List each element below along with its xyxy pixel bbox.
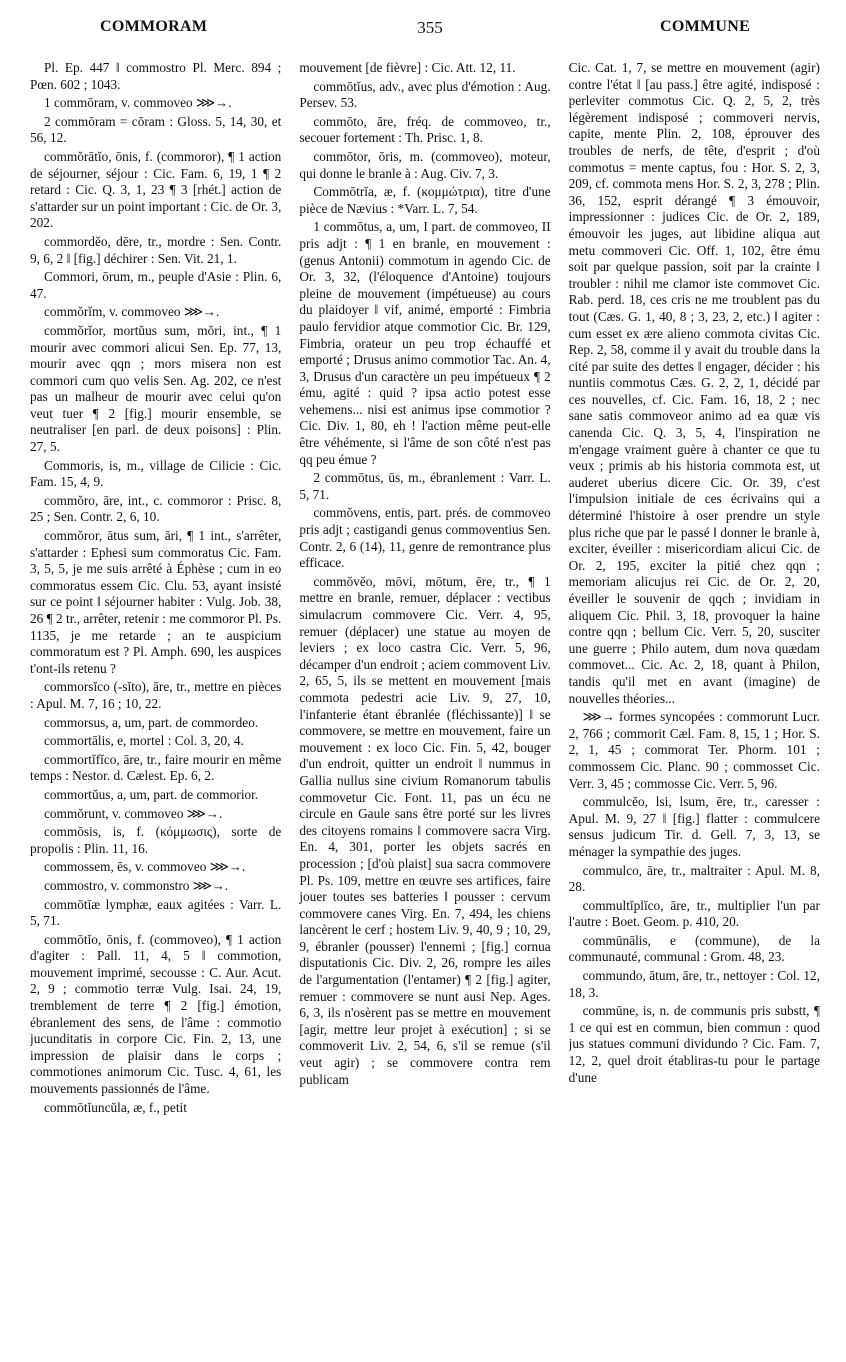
dictionary-entry: commōtĭo, ōnis, f. (commoveo), ¶ 1 action d'agiter : Pall. 11, 4, 5 ‖ commotion, mouvement imprimé, secousse : C. Aur. Acut. 2, 9 ; commotio terræ Vulg. Isai. 24, 19, tremblement de terre ¶ 2 [fig.] émotion, ébranlement des sens, de l'âme : commotio jucunditatis in corpore Cic. Fin. 2, 13, une impression de plaisir dans le corps ; commotiones animorum Cic. Tusc. 4, 61, les mouvements passionnés de l'âme.: [30, 931, 282, 1097]
header-left-guideword: COMMORAM: [100, 18, 208, 35]
dictionary-entry: commŏrātĭo, ōnis, f. (commoror), ¶ 1 action de séjourner, séjour : Cic. Fam. 6, 19, 1 ¶ 2 retard : Cic. Q. 3, 1, 23 ¶ 3 [rhét.] action de s'attarder sur un point important : Cic. de Or. 3, 202.: [30, 148, 282, 231]
dictionary-entry: 2 commōram = cōram : Gloss. 5, 14, 30, et 56, 12.: [30, 113, 282, 146]
dictionary-entry: commundo, ātum, āre, tr., nettoyer : Col. 12, 18, 3.: [568, 968, 820, 1000]
dictionary-entry: commūne, is, n. de communis pris substt, ¶ 1 ce qui est en commun, bien commun : quod jus statues communi dividundo ? Cic. Fam. 7, 12, 2, quel droit établiras-tu pour le partage d'une: [568, 1003, 820, 1085]
dictionary-entry: Commoris, is, m., village de Cilicie : Cic. Fam. 15, 4, 9.: [30, 457, 282, 490]
dictionary-entry: commulco, āre, tr., maltraiter : Apul. M. 8, 28.: [568, 862, 820, 895]
dictionary-entry: commortālis, e, mortel : Col. 3, 20, 4.: [44, 733, 244, 749]
text-columns: [30, 60, 820, 1350]
dictionary-entry: commortŭus, a, um, part. de commorior.: [44, 786, 259, 802]
dictionary-entry: commorsus, a, um, part. de commordeo.: [44, 714, 259, 730]
dictionary-entry: 1 commōtus, a, um, I part. de commoveo, II pris adjt : ¶ 1 en branle, en mouvement : (genus Antonii) commotum in agendo Cic. de Or. 3, 32, (l'éloquence d'Antoine) toujours pleine de mouvement (impétueuse) au cours du plaidoyer ‖ vif, animé, emporté : Fimbria paulo fervidior atque commotior Cic. Br. 129, Fimbria, orateur un peu trop échauffé et emporté ; Drusus animo commotior Tac. An. 4, 3, Drusus d'un caractère un peu impétueux ¶ 2 ému, agité : quid ? ipsa actio potest esse vehemens... nisi est animus ipse commotior ? Cic. Div. 1, 80, eh ! l'action même peut-elle être véhémente, si l'âme de son côté n'est pas qq peu émue ?: [299, 219, 551, 467]
dictionary-entry: commulcĕo, lsi, lsum, ēre, tr., caresser : Apul. M. 9, 27 ‖ [fig.] flatter : commulcere sensus judicum Tir. d. Gell. 7, 3, 13, se ménager la sympathie des juges.: [568, 794, 820, 859]
dictionary-entry: commōtīæ lymphæ, eaux agitées : Varr. L. 5, 71.: [30, 896, 282, 929]
dictionary-entry: 2 commōtus, ūs, m., ébranlement : Varr. L. 5, 71.: [299, 470, 551, 502]
dictionary-entry: commŏvens, entis, part. prés. de commoveo pris adjt ; castigandi genus commoventius Sen. Contr. 2, 6 (14), 11, genre de remontrance plus efficace.: [299, 505, 551, 571]
dictionary-entry: commŏrunt, v. commoveo ⋙→.: [44, 805, 223, 821]
dictionary-entry: commŏro, āre, int., c. commoror : Prisc. 8, 25 ; Sen. Contr. 2, 6, 10.: [30, 492, 282, 525]
running-header: [0, 18, 846, 48]
dictionary-entry: commōtor, ōris, m. (commoveo), moteur, qui donne le branle à : Aug. Civ. 7, 3.: [299, 148, 551, 181]
dictionary-entry: commūnālis, e (commune), de la communauté, communal : Grom. 48, 23.: [568, 932, 820, 965]
dictionary-entry: Cic. Cat. 1, 7, se mettre en mouvement (agir) contre l'état ‖ [au pass.] être agité, indisposé : perleviter commotus Cic. Q. 2, 5, 2, très légèrement indisposé ; commoveri nervis, capite, mente Plin. 2, 108, éprouver des troubles de nerfs, de tête, d'esprit ; d'où commotus = mente captus, fou : Hor. S. 2, 3, 209, cf. commota mens Hor. S. 2, 3, 278 ; Plin. 36, 152, esprit dérangé ¶ 3 émouvoir, impressionner : judices Cic. de Or. 2, 189, émouvoir les juges, aut libidine aliqua aut metu commoveri Cic. Off. 1, 102, être ému soit par quelque passion, soit par la crainte ‖ troubler : nihil me clamor iste commovet Cic. Rab. perd. 18, ces cris ne me troublent pas du tout (Cæs. G. 1, 40, 8 ; 3, 23, 2, etc.) ‖ agiter : cum esset ex ære alieno commota civitas Cic. Rep. 2, 58, comme il y avait du trouble dans la cité par suite des dettes ‖ engager, décider : his nuntiis commotus Cæs. G. 2, 2, 1, décidé par ces nouvelles, cf. Cic. Fam. 16, 18, 2 ; nec sane satis commoveor animo ad ea quæ vis canenda Cic. Q. 3, 5, 4, l'inspiration ne m'engage vraiment guère à chanter ce que tu veux ; primis ab his historia commota est, ut auderet uberius dicere Cic. Or. 39, c'est l'impulsion initiale de ces écrivains qui a déterminé l'histoire à oser prendre un style plus riche que par le passé ‖ donner le branle à, exciter, éveiller : misericordiam alicui Cic. de Or. 2, 195, exciter la pitié chez qqn ; memoriam alicujus rei Cic. de Or. 2, 20, éveiller le souvenir de qqch ; invidiam in aliquem Cic. Phil. 3, 18, provoquer la haine contre qqn ; bellum Cic. Verr. 5, 20, susciter une guerre ; Philo autem, dum nova quædam commovet... Cic. Ac. 2, 18, quant à Philon, tandis qu'il met en avant (imagine) de nouvelles théories...: [568, 60, 820, 706]
column-2: [299, 60, 550, 1350]
dictionary-entry: commŏror, ātus sum, āri, ¶ 1 int., s'arrêter, s'attarder : Ephesi sum commoratus Cic. Fam. 3, 5, 5, je me suis arrêté à Éphèse ; cum in eo commoratus essem Cic. Clu. 53, ayant insisté sur ce point ‖ séjourner habiter : Vulg. Job. 38, 26 ¶ 2 tr., arrêter, retenir : me commoror Pl. Ps. 1135, je me retarde ; an te auspicium commoratum est ? Pl. Amph. 690, les auspices t'ont-ils retenu ?: [30, 528, 282, 676]
dictionary-entry: mouvement [de fièvre] : Cic. Att. 12, 11.: [299, 60, 516, 75]
dictionary-entry: Commōtrĭa, æ, f. (κομμώτρια), titre d'une pièce de Nævius : *Varr. L. 7, 54.: [299, 184, 551, 216]
dictionary-entry: commorsĭco (-sĭto), āre, tr., mettre en pièces : Apul. M. 7, 16 ; 10, 22.: [30, 679, 282, 711]
page-number: 355: [417, 18, 443, 37]
dictionary-entry: commortĭfĭco, āre, tr., faire mourir en même temps : Nestor. d. Cælest. Ep. 6, 2.: [30, 751, 282, 784]
dictionary-entry: commōto, āre, fréq. de commoveo, tr., secouer fortement : Th. Prisc. 1, 8.: [299, 113, 551, 146]
dictionary-entry: commultĭplĭco, āre, tr., multiplier l'un par l'autre : Boet. Geom. p. 410, 20.: [568, 897, 820, 930]
dictionary-entry: commōtĭus, adv., avec plus d'émotion : Aug. Persev. 53.: [299, 78, 551, 111]
dictionary-entry: commossem, ēs, v. commoveo ⋙→.: [44, 859, 246, 875]
dictionary-entry: commōsis, is, f. (κόμμωσις), sorte de propolis : Plin. 11, 16.: [30, 824, 282, 856]
dictionary-entry: commŏvĕo, mōvi, mōtum, ēre, tr., ¶ 1 mettre en branle, remuer, déplacer : vectibus simulacrum commovere Cic. Verr. 4, 95, remuer (déplacer) une statue au moyen de leviers ; ex loco castra Cic. Verr. 5, 96, décamper d'un endroit ; aciem commovent Liv. 2, 65, 5, ils se mettent en mouvement [mais commota pedestri acie Liv. 9, 27, 10, l'infanterie étant ébranlée (fléchissante)] ‖ se commovere, se mettre en mouvement, faire un mouvement : ex loco Cic. Fin. 5, 42, bouger d'un endroit, quitter un endroit ‖ nummus in Gallia nullus sine civium Romanorum tabulis commovetur Cic. Font. 11, pas un écu ne circule en Gaule sans être porté sur les livres des citoyens romains ‖ commovere sacra Virg. En. 4, 301, porter les objets sacrés en procession ; [d'où plaist] sua sacra commovere Pl. Ps. 109, mettre en œuvre ses artifices, faire jouer toutes ses batteries ‖ pousser : cervum commovere canes Virg. En. 7, 494, les chiens lancèrent le cerf ; hostem Liv. 9, 40, 9 ; 10, 29, 9, ébranler (pousser) l'ennemi ; [fig.] cornua disputationis Cic. Div. 2, 26, rompre les ailes de l'argumentation (l'entamer) ¶ 2 [fig.] agiter, remuer : commovere se nunt ausi Nep. Ages. 6, 3, ils n'osèrent pas se mettre en mouvement [agir, mettre leur projet à exécution] ; si se commoverit Liv. 2, 54, 6, s'il se remue (s'il veut agir) ; se commovere contra rem publicam: [299, 573, 551, 1087]
dictionary-entry: commostro, v. commonstro ⋙→.: [44, 877, 229, 893]
dictionary-entry: commordĕo, dēre, tr., mordre : Sen. Contr. 9, 6, 2 ‖ [fig.] déchirer : Sen. Vit. 21, 1.: [30, 233, 282, 266]
dictionary-entry: commŏrĭor, mortŭus sum, mŏri, int., ¶ 1 mourir avec commori alicui Sen. Ep. 77, 13, mourir avec qqn ; mors misera non est commori cum quo velis Sen. Ag. 202, ce n'est pas un malheur de mourir avec celui qu'on veut tuer ¶ 2 [fig.] mourir ensemble, se neutraliser [en parl. de deux poisons] : Plin. 27, 5.: [30, 322, 282, 455]
dictionary-entry: Pl. Ep. 447 ‖ commostro Pl. Merc. 894 ; Pœn. 602 ; 1043.: [30, 60, 282, 92]
dictionary-entry: 1 commōram, v. commoveo ⋙→.: [44, 95, 232, 111]
header-right-guideword: COMMUNE: [660, 18, 751, 35]
dictionary-entry: commŏrĭm, v. commoveo ⋙→.: [44, 304, 220, 320]
dictionary-entry: Commori, ōrum, m., peuple d'Asie : Plin. 6, 47.: [30, 269, 282, 301]
column-1: [30, 60, 281, 1350]
column-3: [569, 60, 820, 1350]
dictionary-entry: ⋙→ formes syncopées : commorunt Lucr. 2, 766 ; commorit Cæl. Fam. 8, 15, 1 ; Hor. S. 2, 1, 45 ; commorat Ter. Phorm. 101 ; commossem Cic. Planc. 90 ; commosset Cic. Verr. 3, 45 ; commosse Cic. Verr. 5, 96.: [568, 709, 820, 791]
dictionary-entry: commōtĭuncŭla, æ, f., petit: [44, 1099, 187, 1115]
